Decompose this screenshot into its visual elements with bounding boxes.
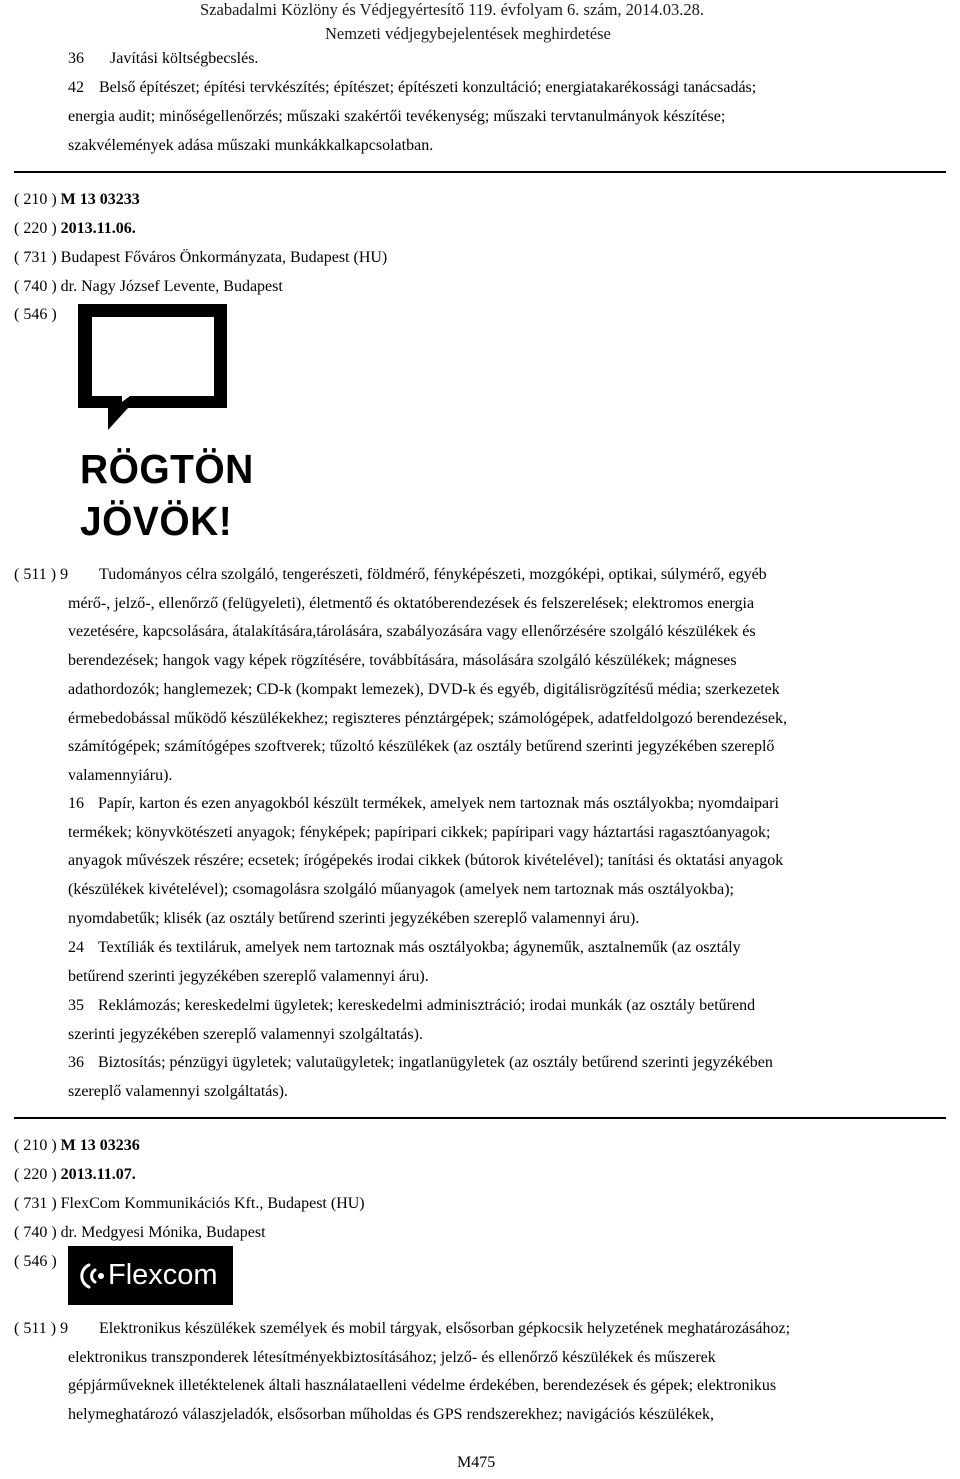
class24-line: betűrend szerinti jegyzékében szereplő valamennyi áru). [68, 967, 429, 985]
filing-date: 2013.11.06. [60, 220, 136, 237]
entry2-field-210 [14, 1132, 140, 1161]
separator-rule-2 [14, 1117, 946, 1119]
class35-line: Reklámozás; kereskedelmi ügyletek; kereskedelmi adminisztráció; irodai munkák (az osztály betűrend [98, 997, 756, 1014]
class9-line: adathordozók; hanglemezek; CD-k (kompakt lemezek), DVD-k és egyéb, digitálisrögzítésű média; szerkezetek [68, 680, 780, 698]
signal-waves-icon [80, 1262, 106, 1290]
class35-line: szerinti jegyzékében szereplő valamennyi szolgáltatás). [68, 1025, 423, 1043]
field-code: ( 220 ) [14, 1166, 57, 1183]
entry1-field-511: ( 511 ) 9 [14, 566, 69, 583]
class16-line: termékek; könyvkötészeti anyagok; fényképek; papíripari cikkek; papíripari vagy háztartási ragasztóanyagok; [68, 823, 771, 841]
section-header: Nemzeti védjegybejelentések meghirdetése [325, 24, 611, 43]
application-number: M 13 03236 [60, 1137, 140, 1154]
entry2-field-546: ( 546 ) [14, 1253, 57, 1270]
logo-wordmark: Flexcom [108, 1259, 218, 1291]
class16-line: nyomdabetűk; klisék (az osztály betűrend szerinti jegyzékében szereplő valamennyi áru). [68, 909, 640, 927]
entry2-field-220 [14, 1161, 136, 1190]
entry1-field-546: ( 546 ) [14, 306, 57, 323]
entry1-field-731: ( 731 ) Budapest Főváros Önkormányzata, Budapest (HU) [14, 249, 388, 266]
logo-text-line1: RÖGTÖN [80, 446, 254, 492]
class9-line: valamennyiáru). [68, 766, 173, 784]
class-number: 24 [68, 939, 84, 956]
class9-line: érmebedobással működő készülékekhez; regiszteres pénztárgépek; számológépek, adatfeldolgozó berendezések, [68, 709, 787, 727]
flexcom-logo [68, 1246, 233, 1305]
class9-line: vezetésére, kapcsolására, átalakítására,tárolására, szabályozására vagy ellenőrzésére szolgáló készülékek és [68, 623, 756, 641]
entry1-field-220 [14, 215, 136, 244]
prev-class-36-text: Javítási költségbecslés. [110, 50, 259, 67]
page-number: M475 [457, 1454, 496, 1471]
entry1-class-36 [68, 1049, 948, 1106]
entry2-field-731: ( 731 ) FlexCom Kommunikációs Kft., Budapest (HU) [14, 1195, 365, 1212]
entry1-class-35 [68, 992, 948, 1049]
class9-line: Elektronikus készülékek személyek és mobil tárgyak, elsősorban gépkocsik helyzetének meghatározásához; [99, 1320, 791, 1337]
entry1-field-740: ( 740 ) dr. Nagy József Levente, Budapest [14, 278, 283, 295]
class16-line: Papír, karton és ezen anyagokból készült termékek, amelyek nem tartoznak más osztályokba; nyomdaipari [98, 795, 779, 812]
journal-header: Szabadalmi Közlöny és Védjegyértesítő 119. évfolyam 6. szám, 2014.03.28. [200, 0, 705, 19]
class16-line: (készülékek kivételével); csomagolásra szolgáló műanyagok (amelyek nem tartoznak más osztályokba); [68, 881, 734, 899]
class-number: 16 [68, 795, 84, 812]
rogton-jovok-logo [70, 304, 254, 550]
entry2-field-740: ( 740 ) dr. Medgyesi Mónika, Budapest [14, 1224, 266, 1241]
prev-class-42-num: 42 [68, 79, 84, 96]
class9-line: elektronikus transzponderek létesítményekbiztosításához; jelző- és ellenőrző készülékek és műszerek [68, 1348, 716, 1366]
class36-line: szereplő valamennyi szolgáltatás). [68, 1082, 288, 1100]
field-code: ( 210 ) [14, 191, 57, 208]
class-number: 36 [68, 1054, 84, 1071]
prev-class-42-text: Belső építészet; építési tervkészítés; építészet; építészeti konzultáció; energiatakarékossági tanácsadás; [99, 79, 757, 96]
entry2-class-9 [68, 1315, 948, 1430]
field-code: ( 220 ) [14, 220, 57, 237]
filing-date: 2013.11.07. [60, 1166, 136, 1183]
prev-class-42-line2: energia audit; minőségellenőrzés; műszaki szakértői tevékenység; műszaki tervtanulmányok készítése; [68, 108, 726, 125]
field-code: ( 210 ) [14, 1137, 57, 1154]
entry1-class-24 [68, 934, 948, 991]
class9-line: mérő-, jelző-, ellenőrző (felügyeleti), életmentő és oktatóberendezések és felszerelések; elektromos energia [68, 594, 755, 612]
logo-text-line2: JÖVÖK! [80, 498, 233, 544]
prev-class-36-num: 36 [68, 50, 84, 67]
entry2-field-511: ( 511 ) 9 [14, 1320, 69, 1337]
class9-line: számítógépek; számítógépes szoftverek; tűzoltó készülékek (az osztály betűrend szerinti jegyzékében szereplő [68, 738, 775, 756]
class9-line: berendezések; hangok vagy képek rögzítésére, továbbítására, másolására szolgáló készülékek; mágneses [68, 652, 737, 670]
entry1-field-210 [14, 186, 140, 215]
class-number: 35 [68, 997, 84, 1014]
class9-line: Tudományos célra szolgáló, tengerészeti, földmérő, fényképészeti, mozgóképi, optikai, súlymérő, egyéb [99, 566, 767, 583]
separator-rule-1 [14, 171, 946, 173]
entry1-class-16 [68, 790, 948, 934]
application-number: M 13 03233 [60, 191, 140, 208]
entry1-class-9 [68, 561, 948, 791]
class24-line: Textíliák és textiláruk, amelyek nem tartoznak más osztályokba; ágyneműk, asztalneműk (az osztály [98, 939, 741, 956]
class16-line: anyagok művészek részére; ecsetek; írógépekés irodai cikkek (bútorok kivételével); tanítási és oktatási anyagok [68, 852, 784, 870]
class9-line: helymeghatározó válaszjeladók, elsősorban műholdas és GPS rendszerekhez; navigációs készülékek, [68, 1406, 715, 1424]
class9-line: gépjárműveknek illetéktelenek általi használataelleni védelme érdekében, berendezések és gépek; elektronikus [68, 1377, 777, 1395]
class36-line: Biztosítás; pénzügyi ügyletek; valutaügyletek; ingatlanügyletek (az osztály betűrend szerinti jegyzékében [98, 1054, 773, 1071]
prev-class-42-line3: szakvélemények adása műszaki munkákkalkapcsolatban. [68, 137, 434, 154]
